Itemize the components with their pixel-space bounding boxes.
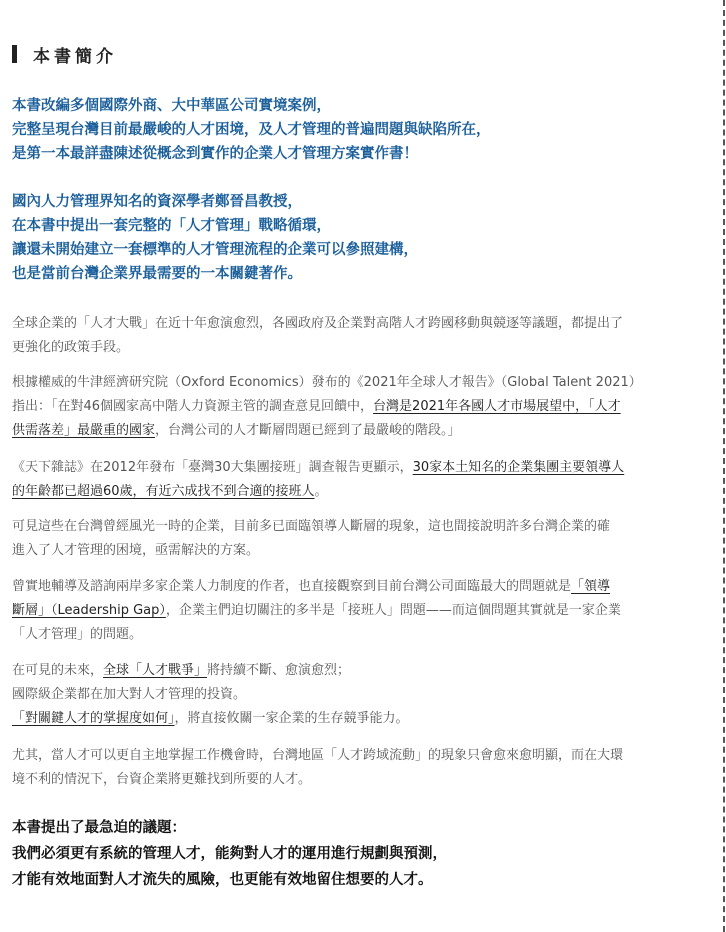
underlined-text: 全球「人才戰爭」 (103, 663, 208, 678)
text-segment: ，企業主們迫切關注的多半是「接班人」問題——而這個問題其實就是一家企業 (165, 603, 621, 618)
paragraph-oxford-report (12, 371, 680, 443)
paragraph-talent-war (12, 312, 680, 360)
text-line (12, 707, 680, 731)
section-title: 本書簡介 (33, 46, 117, 67)
closing-statement (12, 815, 692, 893)
text-segment: 將持續不斷、愈演愈烈； (207, 663, 351, 678)
intro-line: 在本書中提出一套完整的「人才管理」戰略循環， (12, 218, 331, 234)
paragraph-author-observation (12, 575, 680, 647)
underlined-text: 斷層」（Leadership Gap） (12, 603, 166, 618)
paragraph-commonwealth-survey (12, 456, 680, 504)
intro-line: 是第一本最詳盡陳述從概念到實作的企業人才管理方案實作書！ (12, 146, 418, 162)
underlined-text: 30家本土知名的企業集團主要領導人 (412, 460, 625, 475)
text-line (12, 456, 680, 480)
intro-highlight-2 (12, 190, 692, 286)
closing-line: 我們必須更有系統的管理人才，能夠對人才的運用進行規劃與預測， (12, 846, 447, 862)
text-line: 境不利的情況下，台資企業將更難找到所要的人才。 (12, 772, 312, 787)
dashed-border (723, 0, 725, 932)
text-line: 可見這些在台灣曾經風光一時的企業，目前多已面臨領導人斷層的現象，這也間接說明許多台灣企業的確 (12, 519, 611, 534)
text-line: 國際級企業都在加大對人才管理的投資。 (12, 687, 247, 702)
paragraph-future-outlook (12, 659, 680, 731)
text-line (12, 659, 680, 683)
intro-line: 完整呈現台灣目前最嚴峻的人才困境，及人才管理的普遍問題與缺陷所在， (12, 122, 491, 138)
underlined-text: 供需落差」最嚴重的國家 (12, 423, 156, 438)
text-segment: ，台灣公司的人才斷層問題已經到了最嚴峻的階段。」 (155, 423, 461, 438)
closing-line: 才能有效地面對人才流失的風險，也更能有效地留住想要的人才。 (12, 872, 433, 888)
text-line: 更強化的政策手段。 (12, 340, 130, 355)
underlined-text: 的年齡都已超過60歲，有近六成找不到合適的接班人 (12, 484, 315, 499)
underlined-text: 「對關鍵人才的掌握度如何」 (12, 711, 175, 726)
text-line (12, 480, 680, 504)
text-line (12, 575, 680, 599)
intro-line: 國內人力管理界知名的資深學者鄭晉昌教授， (12, 194, 302, 210)
paragraph-talent-mobility (12, 744, 680, 792)
text-line: 進入了人才管理的困境，亟需解決的方案。 (12, 543, 260, 558)
heading-bar-icon (12, 45, 17, 63)
text-line: 「人才管理」的問題。 (12, 627, 143, 642)
text-line: 根據權威的牛津經濟研究院（Oxford Economics）發布的《2021年全球人才報告》（Global Talent 2021） (12, 375, 642, 390)
closing-line: 本書提出了最急迫的議題： (12, 820, 186, 836)
text-segment: 曾實地輔導及諮詢兩岸多家企業人力制度的作者，也直接觀察到目前台灣公司面臨最大的問題就是 (12, 579, 572, 594)
intro-highlight-1 (12, 94, 692, 166)
section-heading (12, 42, 117, 66)
text-segment: 《天下雜誌》在2012年發布「臺灣30大集團接班」調查報告更顯示， (12, 460, 413, 475)
text-line (12, 419, 680, 443)
text-line (12, 599, 680, 623)
text-line: 尤其，當人才可以更自主地掌握工作機會時，台灣地區「人才跨域流動」的現象只會愈來愈明顯，而在大環 (12, 748, 624, 763)
text-line (12, 395, 680, 419)
paragraph-leadership-gap-effect (12, 515, 680, 563)
intro-line: 讓還未開始建立一套標準的人才管理流程的企業可以參照建構， (12, 242, 418, 258)
text-line: 全球企業的「人才大戰」在近十年愈演愈烈，各國政府及企業對高階人才跨國移動與競逐等議題，都提出了 (12, 316, 624, 331)
intro-line: 也是當前台灣企業界最需要的一本關鍵著作。 (12, 266, 302, 282)
underlined-text: 台灣是2021年各國人才市場展望中，「人才 (373, 399, 621, 414)
text-segment: 。 (314, 484, 328, 499)
intro-line: 本書改編多個國際外商、大中華區公司實境案例， (12, 98, 331, 114)
text-segment: ，將直接攸關一家企業的生存競爭能力。 (174, 711, 409, 726)
text-segment: 在可見的未來， (12, 663, 104, 678)
underlined-text: 「領導 (571, 579, 611, 594)
text-segment: 指出：「在對46個國家高中階人力資源主管的調查意見回饋中， (12, 399, 374, 414)
